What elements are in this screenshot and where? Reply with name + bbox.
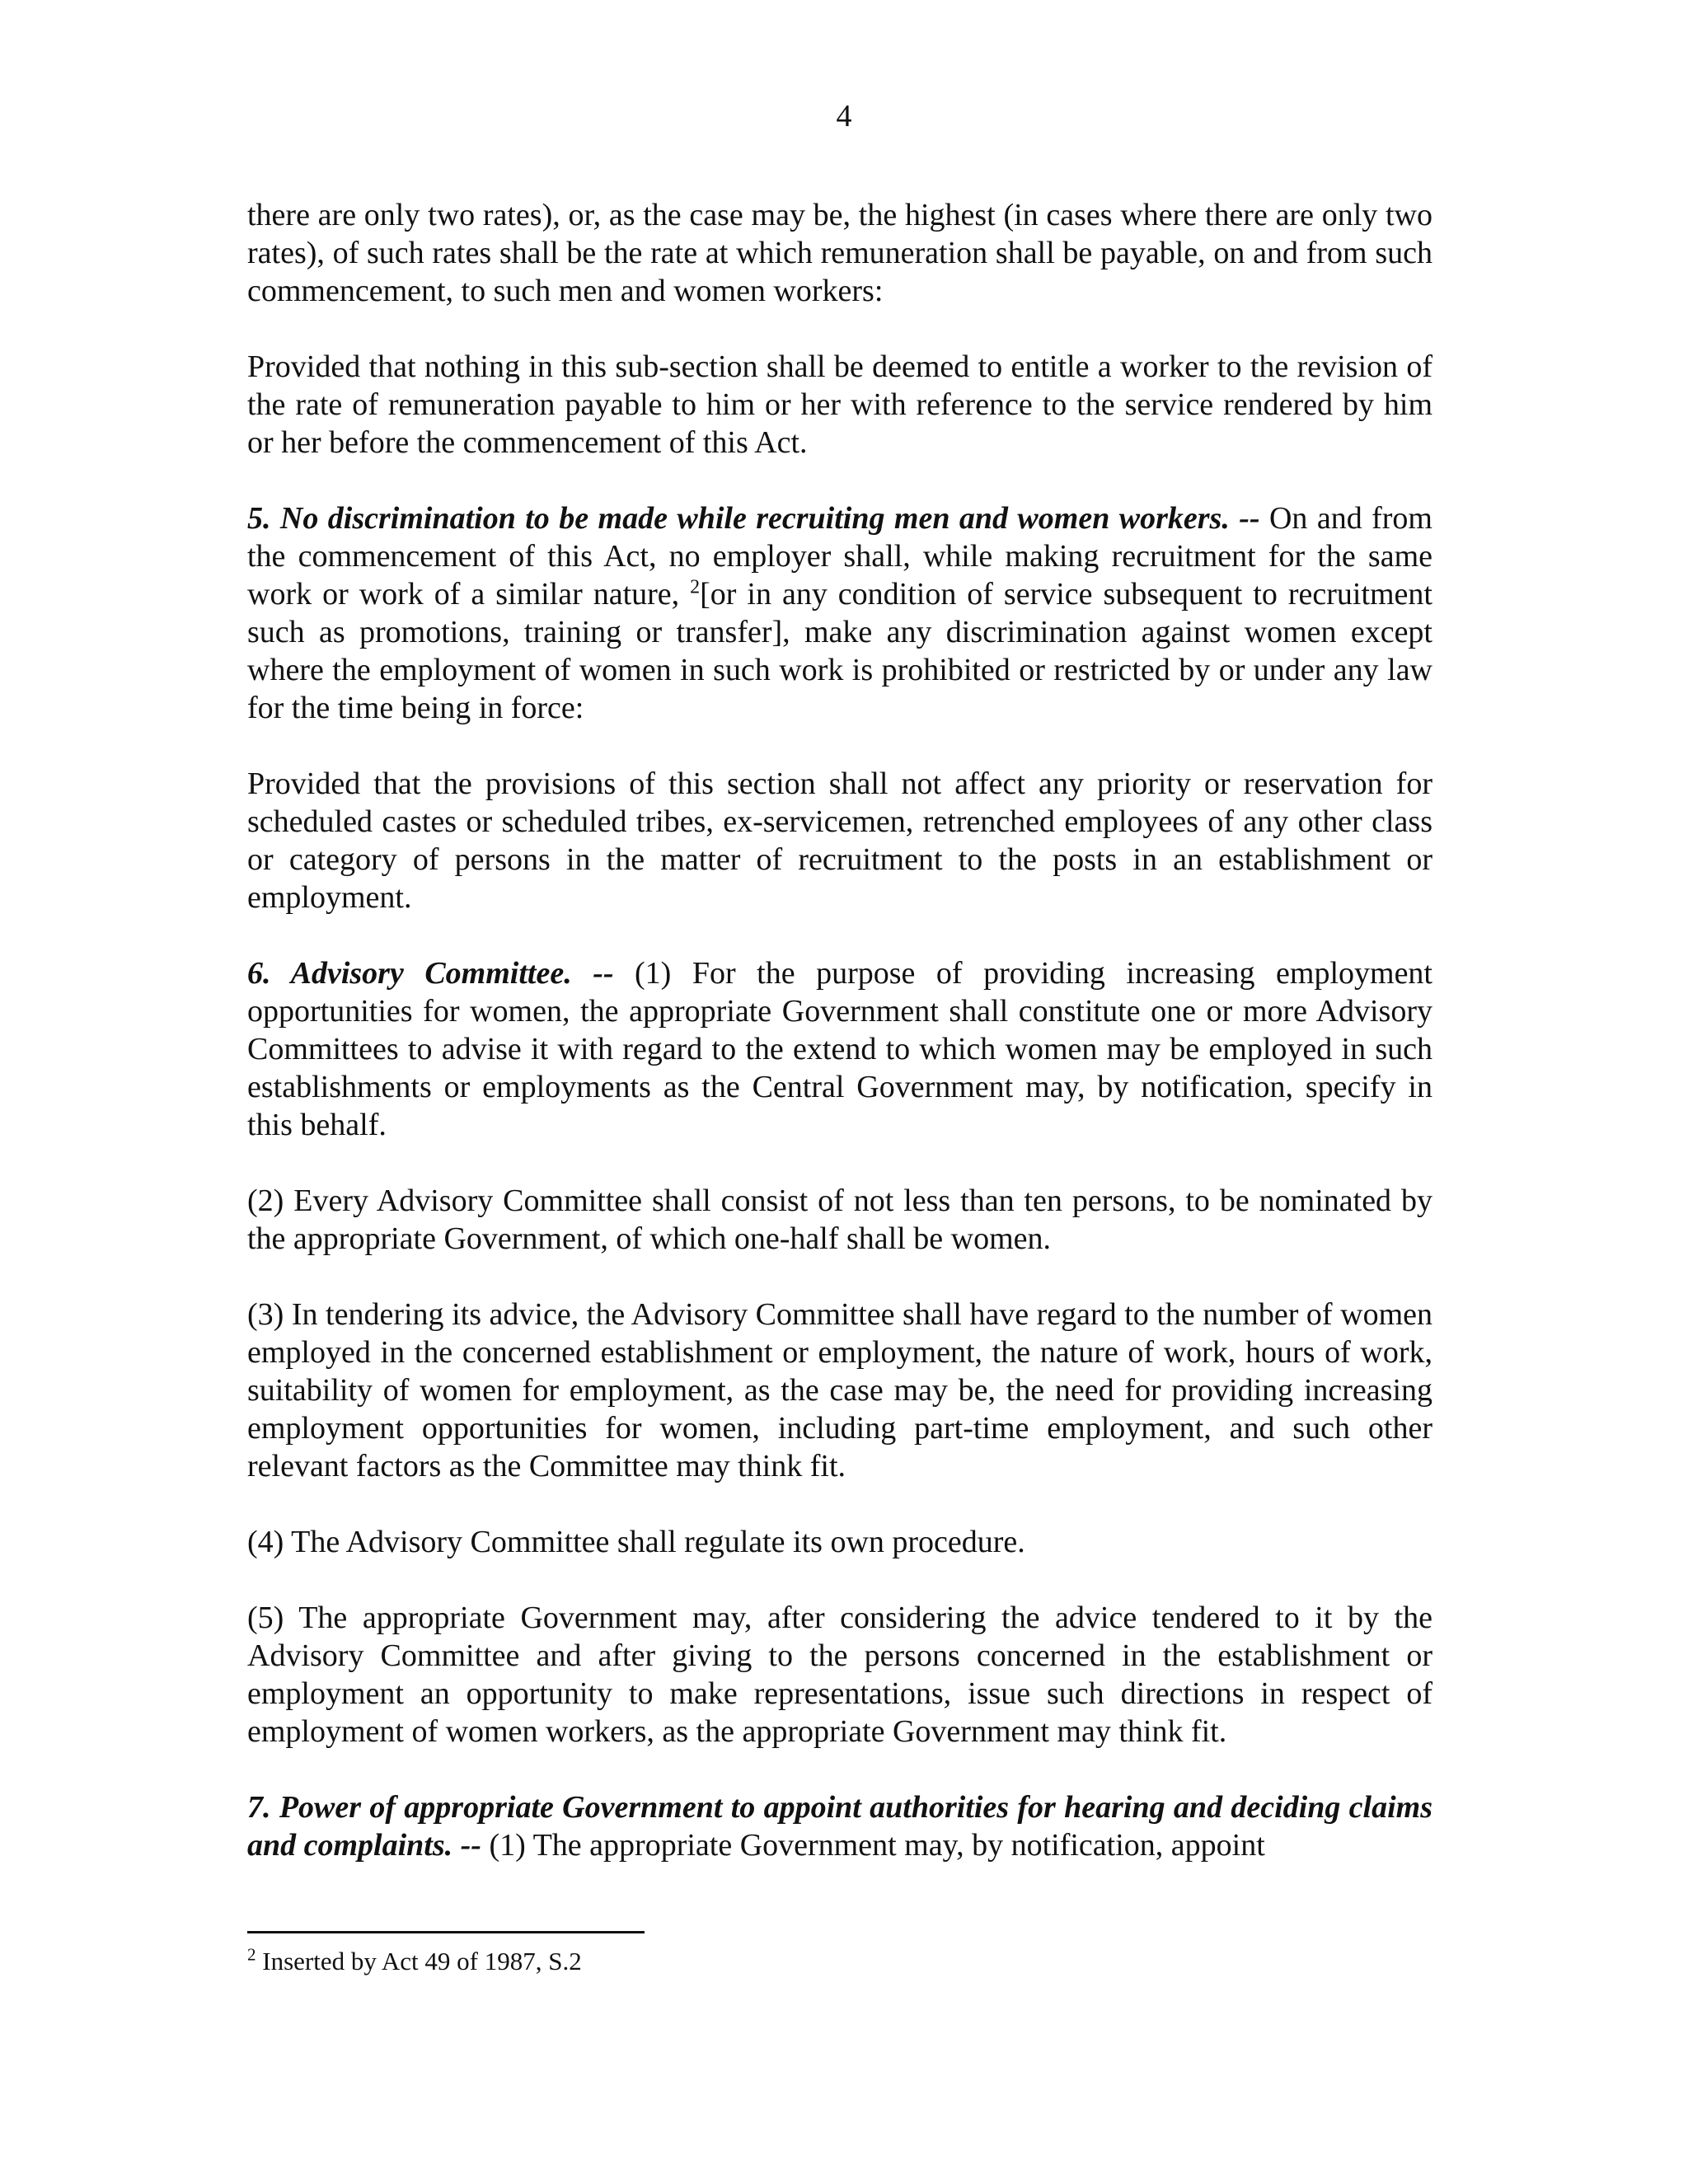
section-6-subsection-5: (5) The appropriate Government may, after considering the advice tendered to it by the Advisory Committee and after giving to the persons concerned in the establishment or employment an opportunity to make representations, issue such directions in respect of employment of women workers, as the appropriate Government may think fit. (247, 1601, 1432, 1749)
section-6-heading: 6. Advisory Committee. -- (247, 956, 614, 991)
section-5 (247, 499, 1432, 727)
footnote-marker: 2 (247, 1944, 256, 1965)
section-6-subsection-3: (3) In tendering its advice, the Advisory Committee shall have regard to the number of women employed in the concerned establishment or employment, the nature of work, hours of work, suitability of women for employment, as the case may be, the need for providing increasing employment opportunities for women, including part-time employment, and such other relevant factors as the Committee may think fit. (247, 1297, 1432, 1483)
paragraph-proviso-2: Provided that the provisions of this section shall not affect any priority or reservation for scheduled castes or scheduled tribes, ex-servicemen, retrenched employees of any other class or category of persons in the matter of recruitment to the posts in an establishment or employment. (247, 766, 1432, 915)
footnote (247, 1945, 1432, 1978)
section-5-text-b: [or in any condition of service subsequent to recruitment such as promotions, training or transfer], make any discrimination against women except where the employment of women in such work is prohibited or restricted by or under any law for the time being in force: (247, 577, 1432, 725)
paragraph-continuation: there are only two rates), or, as the case may be, the highest (in cases where there are only two rates), of such rates shall be the rate at which remuneration shall be payable, on and from such commencement, to such men and women workers: (247, 198, 1432, 308)
section-6-text: (1) For the purpose of providing increasing employment opportunities for women, the appropriate Government shall constitute one or more Advisory Committees to advise it with regard to the extend to which women may be employed in such establishments or employments as the Central Government may, by notification, specify in this behalf. (247, 956, 1432, 1142)
section-6-subsection-2: (2) Every Advisory Committee shall consist of not less than ten persons, to be nominated by the appropriate Government, of which one-half shall be women. (247, 1183, 1432, 1256)
page-number: 4 (836, 99, 852, 134)
section-6-subsection-4: (4) The Advisory Committee shall regulate its own procedure. (247, 1525, 1025, 1559)
footnote-reference: 2 (690, 576, 701, 598)
footnote-text: Inserted by Act 49 of 1987, S.2 (256, 1947, 582, 1975)
section-7 (247, 1788, 1432, 1864)
section-7-heading: 7. Power of appropriate Government to appoint authorities for hearing and deciding claims and complaints. -- (247, 1790, 1432, 1863)
section-5-heading: 5. No discrimination to be made while recruiting men and women workers. -- (247, 501, 1260, 536)
section-6 (247, 954, 1432, 1144)
section-7-text: (1) The appropriate Government may, by notification, appoint (481, 1828, 1265, 1863)
body-text (247, 196, 1432, 1902)
paragraph-proviso-1: Provided that nothing in this sub-section shall be deemed to entitle a worker to the revision of the rate of remuneration payable to him or her with reference to the service rendered by him or her before the commencement of this Act. (247, 349, 1432, 460)
footnote-divider (247, 1931, 645, 1933)
section-5-text-a: On and from the commencement of this Act, no employer shall, while making recruitment for the same work or work of a similar nature, (247, 501, 1432, 612)
